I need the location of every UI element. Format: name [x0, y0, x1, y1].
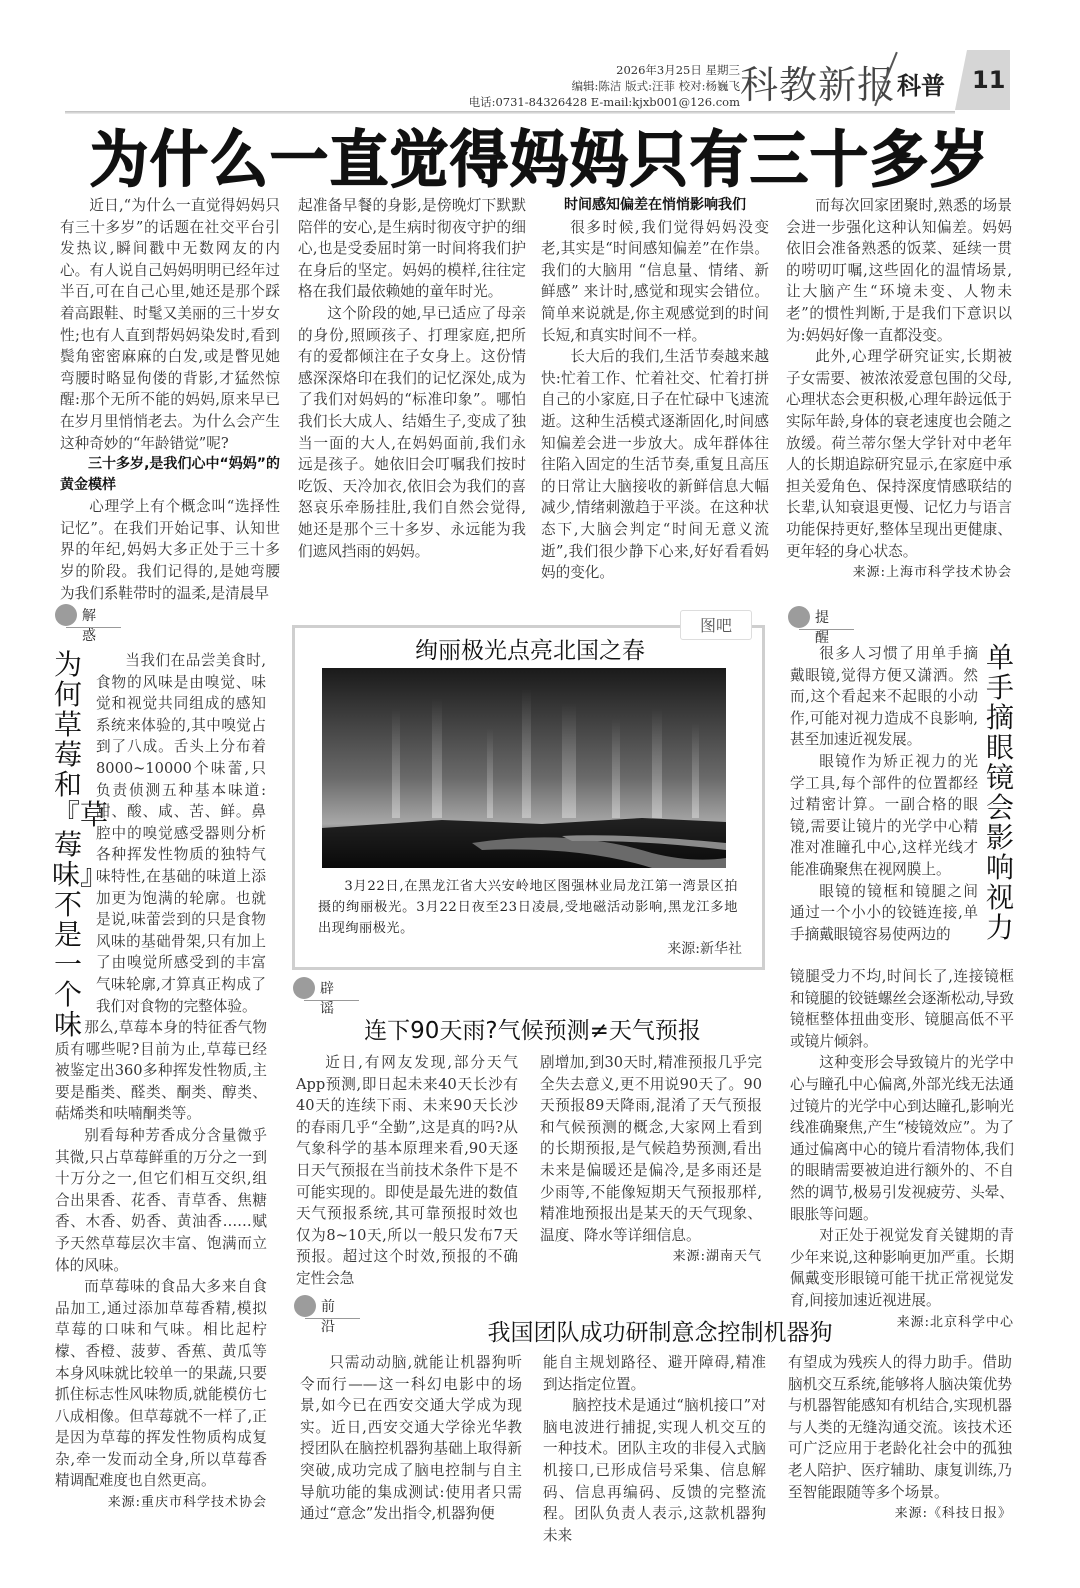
- lead-column-2: [298, 195, 526, 562]
- photo-badge: 图吧: [680, 610, 752, 640]
- glasses-paragraph: 很多人习惯了用单手摘戴眼镜,觉得方便又潇洒。然而,这个看起来不起眼的小动作,可能对视力造成不良影响,甚至加速近视发展。: [790, 645, 978, 749]
- label-underline: [66, 627, 121, 628]
- label-underline: [799, 629, 854, 630]
- label-text: 前沿: [321, 1299, 335, 1335]
- glasses-paragraph: 眼镜作为矫正视力的光学工具,每个部件的位置都经过精密计算。一副合格的眼镜,需要让镜片的光学中心精准对准瞳孔中心,这样光线才能准确聚焦在视网膜上。: [790, 752, 978, 878]
- glasses-source: 来源:北京科学中心: [896, 1314, 1014, 1330]
- strawberry-paragraph: 当我们在品尝美食时,食物的风味是由嗅觉、味觉和视觉共同组成的感知系统来体验的,其中嗅觉占到了八成。舌头上分布着8000~10000个味蕾,只负责侦测五种基本味道:甜、酸、咸、苦、鲜。鼻腔中的嗅觉感受器则分析各种挥发性物质的独特气味特性,在基础的味道上添加更为饱满的轮廓。也就是说,味蕾尝到的只是食物风味的基础骨架,只有加上了由嗅觉所感受到的丰富气味轮廓,才算真正构成了我们对食物的完整体验。: [96, 652, 266, 1015]
- robodog-paragraph: 只需动动脑,就能让机器狗听令而行——这一科幻电影中的场景,如今已在西安交通大学成为现实。近日,西安交通大学徐光华教授团队在脑控机器狗基础上取得新突破,成功完成了脑电控制与自主导航功能的集成测试:使用者只需通过“意念”发出指令,机器狗便: [300, 1354, 522, 1523]
- label-underline: [305, 1318, 360, 1319]
- label-dot-icon: [788, 606, 810, 628]
- label-text: 解惑: [82, 608, 96, 644]
- robodog-source: 来源:《科技日报》: [894, 1506, 1012, 1522]
- glasses-paragraph: 镜腿受力不均,时间长了,连接镜框和镜腿的铰链螺丝会逐渐松动,导致镜框整体扭曲变形、镜腿高低不平或镜片倾斜。: [790, 968, 1014, 1050]
- lead-paragraph: 这个阶段的她,早已适应了母亲的身份,照顾孩子、打理家庭,把所有的爱都倾注在子女身上。这份情感深深烙印在我们的记忆深处,成为了我们对妈妈的“标准印象”。哪怕我们长大成人、结婚生子,变成了独当一面的大人,在妈妈面前,我们永远是孩子。她依旧会叮嘱我们按时吃饭、天冷加衣,依旧会为我们的喜怒哀乐牵肠挂肚,我们自然会觉得,她还是那个三十多岁、永远能为我们遮风挡雨的妈妈。: [298, 304, 526, 560]
- lead-column-1: [60, 195, 280, 604]
- lead-subhead-1: 三十多岁,是我们心中“妈妈”的黄金模样: [60, 456, 280, 494]
- aurora-image: [322, 668, 726, 868]
- weather-paragraph: 近日,有网友发现,部分天气App预测,即日起未来40天长沙有40天的连续下雨、未来90天长沙的春雨几乎“全勤”,这是真的吗?从气象科学的基本原理来看,90天逐日天气预报在当前技术条件下是不可能实现的。即使是最先进的数值天气预报系统,其可靠预报时效也仅为8~10天,所以一般只发布7天预报。超过这个时效,预报的不确定性会急: [296, 1054, 518, 1287]
- robodog-column-3: [788, 1352, 1012, 1525]
- aurora-photo: [322, 668, 726, 868]
- photo-headline: 绚丽极光点亮北国之春: [415, 638, 645, 664]
- lead-column-4: [786, 195, 1012, 584]
- issue-date: 2026年3月25日 星期三: [616, 63, 740, 77]
- lead-paragraph: 近日,“为什么一直觉得妈妈只有三十多岁”的话题在社交平台引发热议,瞬间戳中无数网友的内心。有人说自己妈妈明明已经年过半百,可在自己心里,她还是那个踩着高跟鞋、时髦又美丽的三十岁女性;也有人直到帮妈妈染发时,看到鬓角密密麻麻的白发,或是瞥见她弯腰时略显佝偻的背影,才猛然惊醒:那个无所不能的妈妈,原来早已在岁月里悄悄老去。为什么会产生这种奇妙的“年龄错觉”呢?: [60, 197, 280, 452]
- weather-paragraph: 剧增加,到30天时,精准预报几乎完全失去意义,更不用说90天了。90天预报89天降雨,混淆了天气预报和气候预测的概念,大家网上看到的长期预报,是气候趋势预测,看出未来是偏暖还是偏冷,是多雨还是少雨等,不能像短期天气预报那样,精准地预报出是某天的天气现象、温度、降水等详细信息。: [540, 1054, 762, 1244]
- robodog-column-1: [300, 1352, 522, 1525]
- weather-column-2: [540, 1052, 762, 1268]
- glasses-headline: 单手摘眼镜会影响视力: [985, 641, 1014, 944]
- masthead-info: [320, 62, 740, 110]
- photo-caption-text: 3月22日,在黑龙江省大兴安岭地区图强林业局龙江第一湾景区拍摄的绚丽极光。3月22日夜至23日凌晨,受地磁活动影响,黑龙江多地出现绚丽极光。: [318, 879, 738, 936]
- label-dot-icon: [294, 1295, 316, 1317]
- lead-column-3: [541, 195, 769, 584]
- robodog-headline: 我国团队成功研制意念控制机器狗: [487, 1320, 833, 1346]
- lead-paragraph: 起准备早餐的身影,是傍晚灯下默默陪伴的安心,是生病时彻夜守护的细心,也是受委屈时第一时间将我们护在身后的坚定。妈妈的模样,往往定格在我们最依赖她的童年时光。: [298, 197, 526, 301]
- glasses-paragraph: 眼镜的镜框和镜腿之间通过一个小小的铰链连接,单手摘戴眼镜容易使两边的: [790, 882, 978, 943]
- photo-source: 来源:新华社: [667, 941, 742, 957]
- contact-info: 电话:0731-84326428 E-mail:kjxb001@126.com: [468, 95, 740, 109]
- lead-paragraph: 很多时候,我们觉得妈妈没变老,其实是“时间感知偏差”在作祟。我们的大脑用 “信息量、情绪、新鲜感” 来计时,感觉和现实会错位。简单来说就是,你主观感觉到的时间长短,和真实时间不一样。: [541, 218, 769, 344]
- strawberry-paragraph: 别看每种芳香成分含量微乎其微,只占草莓鲜重的万分之一到十万分之一,但它们相互交织,组合出果香、花香、青草香、焦糖香、木香、奶香、黄油香……赋予天然草莓层次丰富、饱满而立体的风味。: [55, 1126, 267, 1274]
- weather-headline: 连下90天雨?气候预测≠天气预报: [364, 1018, 701, 1044]
- photo-caption: [318, 876, 738, 939]
- strawberry-body: [55, 1017, 267, 1514]
- lead-paragraph: 此外,心理学研究证实,长期被子女需要、被浓浓爱意包围的父母,心理状态会更积极,心理年龄远低于实际年龄,身体的衰老速度也会随之放缓。荷兰蒂尔堡大学针对中老年人的长期追踪研究显示,在家庭中承担关爱角色、保持深度情感联结的长辈,认知衰退更慢、记忆力与语言功能保持更好,整体呈现出更健康、更年轻的身心状态。: [786, 348, 1012, 560]
- glasses-body: [790, 966, 1014, 1333]
- label-text: 提醒: [815, 610, 829, 646]
- section-name: 科普: [897, 72, 945, 100]
- editor-credits: 编辑:陈洁 版式:汪菲 校对:杨巍飞: [571, 79, 740, 93]
- label-underline: [304, 1000, 359, 1001]
- strawberry-paragraph: 那么,草莓本身的特征香气物质有哪些呢?目前为止,草莓已经被鉴定出360多种挥发性物质,主要是酯类、醛类、酮类、醇类、萜烯类和呋喃酮类等。: [55, 1019, 267, 1123]
- glasses-paragraph: 对正处于视觉发育关键期的青少年来说,这种影响更加严重。长期佩戴变形眼镜可能干扰正常视觉发育,间接加速近视进展。: [790, 1227, 1014, 1309]
- strawberry-headline: 为何草莓和『草莓味』不是一个味: [52, 648, 109, 1041]
- newspaper-name: 科教新报: [740, 63, 897, 107]
- lead-source: 来源:上海市科学技术协会: [852, 565, 1012, 581]
- glasses-paragraph: 这种变形会导致镜片的光学中心与瞳孔中心偏离,外部光线无法通过镜片的光学中心到达瞳孔,影响光线准确聚焦,产生“棱镜效应”。为了通过偏离中心的镜片看清物体,我们的眼睛需要被迫进行额外的、不自然的调节,极易引发视疲劳、头晕、眼胀等问题。: [790, 1054, 1014, 1223]
- strawberry-paragraph: 而草莓味的食品大多来自食品加工,通过添加草莓香精,模拟草莓的口味和气味。相比起柠檬、香橙、菠萝、香蕉、黄瓜等本身风味就比较单一的果蔬,只要抓住标志性风味物质,就能模仿七八成相像。但草莓就不一样了,正是因为草莓的挥发性物质构成复杂,牵一发而动全身,所以草莓香精调配难度也自然更高。: [55, 1278, 267, 1490]
- robodog-paragraph: 能自主规划路径、避开障碍,精准到达指定位置。: [543, 1354, 766, 1393]
- lead-paragraph: 心理学上有个概念叫“选择性记忆”。在我们开始记事、认知世界的年纪,妈妈大多正处于三十多岁的阶段。我们记得的,是她弯腰为我们系鞋带时的温柔,是清晨早: [60, 498, 280, 602]
- strawberry-intro: [96, 650, 266, 1017]
- weather-column-1: [296, 1052, 518, 1290]
- lead-paragraph: 长大后的我们,生活节奏越来越快:忙着工作、忙着社交、忙着打拼自己的小家庭,日子在忙碌中飞速流逝。这种生活模式逐渐固化,时间感知偏差会进一步放大。成年群体往往陷入固定的生活节奏,重复且高压的日常让大脑接收的新鲜信息大幅减少,情绪刺激趋于平淡。在这种状态下,大脑会判定“时间无意义流逝”,我们很少静下心来,好好看看妈妈的变化。: [541, 348, 769, 582]
- lead-headline: 为什么一直觉得妈妈只有三十多岁: [89, 123, 990, 195]
- weather-source: 来源:湖南天气: [672, 1249, 762, 1265]
- label-dot-icon: [55, 604, 77, 626]
- robodog-paragraph: 有望成为残疾人的得力助手。借助脑机交互系统,能够将人脑决策优势与机器智能感知有机结合,实现机器与人类的无缝沟通交流。该技术还可广泛应用于老龄化社会中的孤独老人陪护、医疗辅助、康复训练,乃至智能跟随等多个场景。: [788, 1354, 1012, 1501]
- label-dot-icon: [293, 977, 315, 999]
- robodog-paragraph: 脑控技术是通过“脑机接口”对脑电波进行捕捉,实现人机交互的一种技术。团队主攻的非侵入式脑机接口,已形成信号采集、信息解码、信息再编码、反馈的完整流程。团队负责人表示,这款机器狗未来: [543, 1397, 766, 1544]
- lead-subhead-2: 时间感知偏差在悄悄影响我们: [564, 197, 746, 213]
- glasses-intro: [790, 643, 978, 945]
- label-text: 辟谣: [320, 981, 334, 1017]
- strawberry-source: 来源:重庆市科学技术协会: [107, 1495, 267, 1511]
- lead-paragraph: 而每次回家团聚时,熟悉的场景会进一步强化这种认知偏差。妈妈依旧会准备熟悉的饭菜、延续一贯的唠叨叮嘱,这些固化的温情场景,让大脑产生“环境未变、人物未老”的惯性判断,于是我们下意识以为:妈妈好像一直都没变。: [786, 197, 1012, 344]
- page-number: 11: [972, 66, 1006, 94]
- robodog-column-2: [543, 1352, 766, 1546]
